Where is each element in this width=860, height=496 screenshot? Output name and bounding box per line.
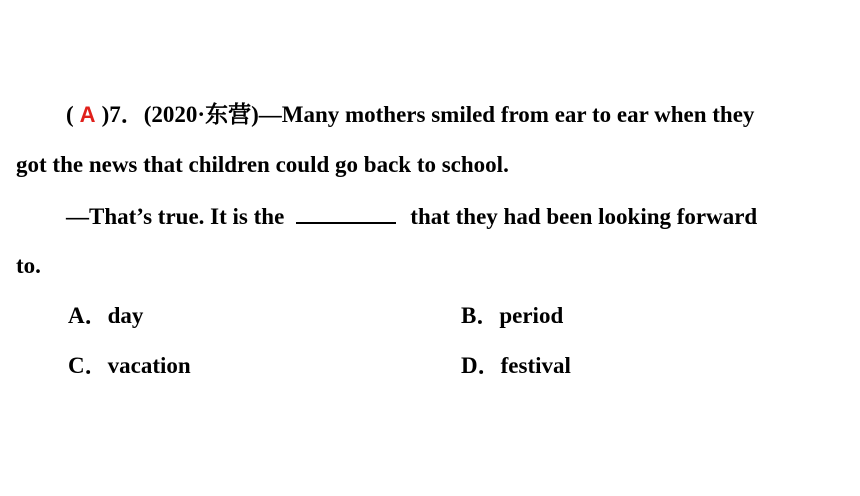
answer-letter: A	[79, 102, 96, 127]
option-a-text: day	[107, 303, 144, 328]
option-a	[68, 301, 143, 331]
option-c	[68, 351, 191, 381]
question-text-line-1: —Many mothers smiled from ear to ear when they	[258, 102, 755, 127]
option-c-letter: C．	[68, 353, 108, 378]
option-c-text: vacation	[107, 353, 191, 378]
question-line-4	[16, 251, 41, 281]
paren-open: (	[66, 102, 74, 127]
option-d-text: festival	[500, 353, 571, 378]
question-text-line-3-before: —That’s true. It is the	[66, 204, 285, 229]
option-d	[461, 351, 571, 381]
question-source: (2020·东营)	[143, 102, 259, 127]
question-text-line-4: to.	[16, 253, 41, 278]
question-line-2	[16, 150, 509, 180]
option-b-letter: B．	[461, 303, 500, 328]
question-line-1	[66, 100, 754, 130]
question-number: 7．	[109, 102, 144, 127]
question-text-line-3-after: that they had been looking forward	[410, 204, 758, 229]
question-line-3	[66, 200, 757, 232]
option-b-text: period	[499, 303, 564, 328]
question-text-line-2: got the news that children could go back to school.	[16, 152, 509, 177]
option-b	[461, 301, 563, 331]
option-a-letter: A．	[68, 303, 108, 328]
paren-close: )	[101, 102, 110, 127]
option-d-letter: D．	[461, 353, 501, 378]
answer-blank	[296, 200, 396, 224]
